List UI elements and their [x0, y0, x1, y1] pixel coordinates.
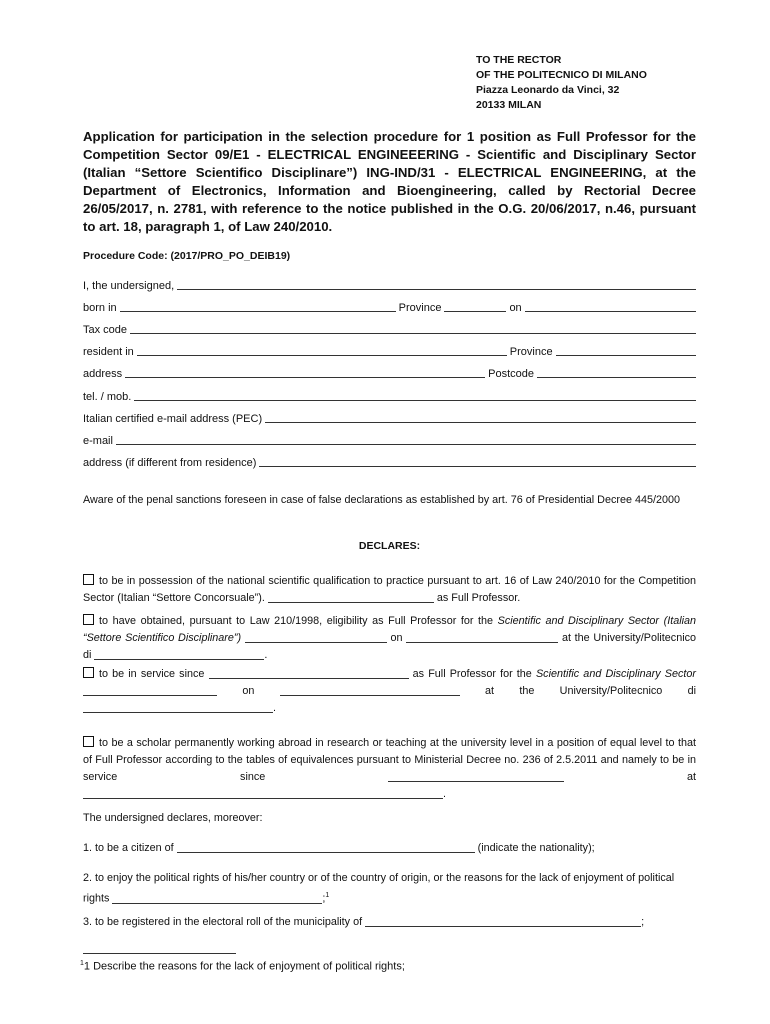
blank-line[interactable]: [245, 631, 387, 643]
blank-line[interactable]: [259, 456, 696, 467]
aware-statement: Aware of the penal sanctions foreseen in case of false declarations as established by art. 76 of Presidential Decree 445/2000: [83, 494, 680, 506]
footnote-divider: [83, 953, 236, 954]
field-email[interactable]: [83, 433, 696, 447]
blank-line[interactable]: [83, 701, 273, 713]
field-tax-code[interactable]: [83, 322, 696, 336]
field-label: tel. / mob.: [83, 391, 132, 403]
field-pec[interactable]: [83, 411, 696, 425]
option-abroad: to be a scholar permanently working abroad in research or teaching at the university level in a position of equal level to that of Full Professor according to the tables of equivalences pursuant to Ministerial Decree no. 236 of 2.5.2011 and namely to be in service since at .: [83, 737, 696, 800]
field-label: born in: [83, 302, 117, 314]
field-birth[interactable]: [83, 300, 696, 314]
checkbox[interactable]: [83, 667, 94, 678]
option-in-service: to be in service since as Full Professor for the Scientific and Disciplinary Sector on at the University/Politecnico di .: [83, 666, 696, 717]
field-label: I, the undersigned,: [83, 280, 175, 292]
field-undersigned[interactable]: [83, 278, 696, 292]
field-label: Italian certified e-mail address (PEC): [83, 413, 263, 425]
field-label: address: [83, 368, 123, 380]
footnote-mark: 1: [80, 960, 84, 967]
checkbox[interactable]: [83, 736, 94, 747]
field-alt-address[interactable]: [83, 455, 696, 469]
item-electoral-roll: 3. to be registered in the electoral roll of the municipality of ;: [83, 916, 645, 928]
procedure-code: Procedure Code: (2017/PRO_PO_DEIB19): [83, 250, 291, 262]
blank-line[interactable]: [388, 770, 564, 782]
blank-line[interactable]: [537, 367, 696, 378]
blank-line[interactable]: [556, 345, 696, 356]
field-label: address (if different from residence): [83, 457, 257, 469]
footnote: [80, 960, 405, 973]
recipient-line: TO THE RECTOR: [476, 54, 562, 66]
checkbox[interactable]: [83, 574, 94, 585]
declares-heading: DECLARES:: [358, 540, 421, 552]
blank-line[interactable]: [134, 390, 696, 401]
recipient-address: [476, 53, 647, 113]
field-address[interactable]: [83, 366, 696, 380]
moreover-heading: The undersigned declares, moreover:: [83, 812, 263, 824]
blank-line[interactable]: [112, 892, 322, 904]
blank-line[interactable]: [125, 367, 485, 378]
field-phone[interactable]: [83, 389, 696, 403]
field-label: e-mail: [83, 435, 113, 447]
document-title: Application for participation in the selection procedure for 1 position as Full Professor for the Competition Sector 09/E1 - ELECTRICAL ENGINEEERING - Scientific and Disciplinary Sector (Italian “Settore Scientifico Disciplinare”) ING-IND/31 - ELECTRICAL ENGINEERING, at the Department of Electronics, Information and Bioengineering, called by Rectorial Decree 26/05/2017, n. 2781, with reference to the notice published in the O.G. 20/06/2017, n.46, pursuant to art. 18, paragraph 1, of Law 240/2010.: [83, 129, 696, 234]
blank-line[interactable]: [268, 591, 434, 603]
blank-line[interactable]: [116, 434, 696, 445]
blank-line[interactable]: [130, 323, 696, 334]
blank-line[interactable]: [120, 301, 396, 312]
blank-line[interactable]: [280, 684, 460, 696]
blank-line[interactable]: [525, 301, 696, 312]
field-label: Postcode: [488, 368, 535, 380]
field-residence[interactable]: [83, 344, 696, 358]
item-citizenship: 1. to be a citizen of (indicate the nationality);: [83, 842, 595, 854]
field-label: on: [509, 302, 522, 314]
item-political-rights: 2. to enjoy the political rights of his/her country or of the country of origin, or the reasons for the lack of enjoyment of political rights ;$^1$: [83, 872, 675, 905]
recipient-line: OF THE POLITECNICO DI MILANO: [476, 69, 647, 81]
blank-line[interactable]: [209, 667, 409, 679]
field-label: Tax code: [83, 324, 128, 336]
blank-line[interactable]: [365, 915, 641, 927]
field-label: Province: [398, 302, 442, 314]
blank-line[interactable]: [177, 279, 696, 290]
blank-line[interactable]: [83, 684, 217, 696]
footnote-text: 1 Describe the reasons for the lack of enjoyment of political rights;: [83, 960, 405, 973]
recipient-line: Piazza Leonardo da Vinci, 32: [476, 84, 620, 96]
footnote-ref[interactable]: 1: [325, 892, 330, 899]
option-qualification: to be in possession of the national scientific qualification to practice pursuant to art. 16 of Law 240/2010 for the Competition Sector (Italian “Settore Concorsuale”). as Full Professor.: [83, 575, 696, 604]
field-label: Province: [509, 346, 553, 358]
blank-line[interactable]: [177, 841, 475, 853]
blank-line[interactable]: [444, 301, 506, 312]
option-eligibility: to have obtained, pursuant to Law 210/1998, eligibility as Full Professor for the Scientific and Disciplinary Sector (Italian “Settore Scientifico Disciplinare”) on at the University/Politecnico di .: [83, 615, 697, 661]
blank-line[interactable]: [265, 412, 696, 423]
field-label: resident in: [83, 346, 134, 358]
blank-line[interactable]: [406, 631, 558, 643]
checkbox[interactable]: [83, 614, 94, 625]
blank-line[interactable]: [137, 345, 507, 356]
blank-line[interactable]: [83, 787, 443, 799]
recipient-line: 20133 MILAN: [476, 99, 542, 111]
blank-line[interactable]: [94, 648, 264, 660]
